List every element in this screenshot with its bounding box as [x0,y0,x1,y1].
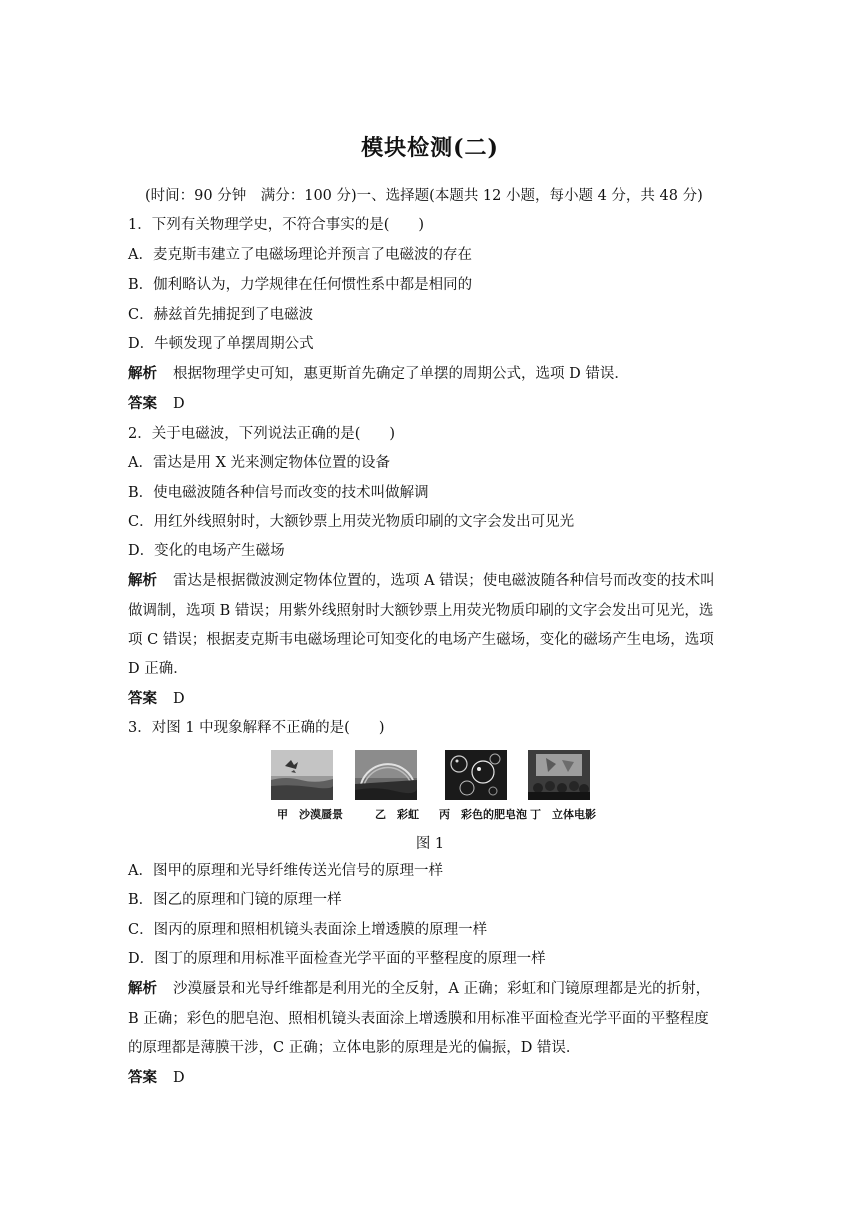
q2-answer [128,689,185,709]
q2-option-a: A．雷达是用 X 光来测定物体位置的设备 [128,455,391,471]
3d-movie-photo [528,750,590,800]
soap-bubble-photo [445,750,507,800]
q3-option-a: A．图甲的原理和光导纤维传送光信号的原理一样 [128,863,443,879]
figure-1 [271,750,596,822]
q1-stem: 1．下列有关物理学史，不符合事实的是( ) [128,217,425,233]
q3-option-b: B．图乙的原理和门镜的原理一样 [128,892,342,908]
q3-stem: 3．对图 1 中现象解释不正确的是( ) [128,720,385,736]
q1-answer [128,394,185,414]
caption-mirage: 甲 沙漠蜃景 [277,808,343,821]
answer-label: 答案 [128,1070,157,1086]
q1-answer-value: D [173,396,185,412]
q1-option-c: C．赫兹首先捕捉到了电磁波 [128,307,314,323]
q1-option-a: A．麦克斯韦建立了电磁场理论并预言了电磁波的存在 [128,247,472,263]
q2-analysis-text-1: 雷达是根据微波测定物体位置的，选项 A 错误；使电磁波随各种信号而改变的技术叫 [173,573,715,589]
q1-option-b: B．伽利略认为，力学规律在任何惯性系中都是相同的 [128,277,473,293]
mirage-photo [271,750,333,800]
answer-label: 答案 [128,691,157,707]
q2-analysis-line-3: 项 C 错误；根据麦克斯韦电磁场理论可知变化的电场产生磁场，变化的磁场产生电场，选项 [128,632,714,648]
rainbow-photo [355,750,417,800]
exam-header: (时间：90 分钟 满分：100 分)一、选择题(本题共 12 小题，每小题 4 分，共 48 分) [145,188,703,204]
q3-analysis-text-1: 沙漠蜃景和光导纤维都是利用光的全反射，A 正确；彩虹和门镜原理都是光的折射， [173,981,711,997]
q3-option-c: C．图丙的原理和照相机镜头表面涂上增透膜的原理一样 [128,922,488,938]
q2-analysis-line-4: D 正确． [128,661,188,677]
q2-analysis-line-1 [128,571,715,591]
caption-soap-bubble: 丙 彩色的肥皂泡 [439,808,527,821]
q3-answer-value: D [173,1070,185,1086]
figure-number: 图 1 [415,836,445,852]
q3-analysis-line-2: B 正确；彩色的肥皂泡、照相机镜头表面涂上增透膜和用标准平面检查光学平面的平整程度 [128,1011,709,1027]
q2-option-b: B．使电磁波随各种信号而改变的技术叫做解调 [128,485,429,501]
q1-analysis [128,364,629,384]
answer-label: 答案 [128,396,157,412]
analysis-label: 解析 [128,573,157,589]
q2-option-c: C．用红外线照射时，大额钞票上用荧光物质印刷的文字会发出可见光 [128,514,575,530]
q3-option-d: D．图丁的原理和用标准平面检查光学平面的平整程度的原理一样 [128,951,546,967]
analysis-label: 解析 [128,981,157,997]
q1-option-d: D．牛顿发现了单摆周期公式 [128,336,314,352]
caption-3d-movie: 丁 立体电影 [530,808,596,821]
analysis-label: 解析 [128,366,157,382]
q2-stem: 2．关于电磁波，下列说法正确的是( ) [128,426,396,442]
q1-analysis-text: 根据物理学史可知，惠更斯首先确定了单摆的周期公式，选项 D 错误． [173,366,629,382]
page-title: 模块检测(二) [361,135,499,161]
q3-analysis-line-1 [128,979,710,999]
q3-answer [128,1068,185,1088]
caption-rainbow: 乙 彩虹 [375,808,419,821]
q3-analysis-line-3: 的原理都是薄膜干涉，C 正确；立体电影的原理是光的偏振，D 错误． [128,1040,581,1056]
q2-answer-value: D [173,691,185,707]
q2-option-d: D．变化的电场产生磁场 [128,543,285,559]
q2-analysis-line-2: 做调制，选项 B 错误；用紫外线照射时大额钞票上用荧光物质印刷的文字会发出可见光，选 [128,603,714,619]
